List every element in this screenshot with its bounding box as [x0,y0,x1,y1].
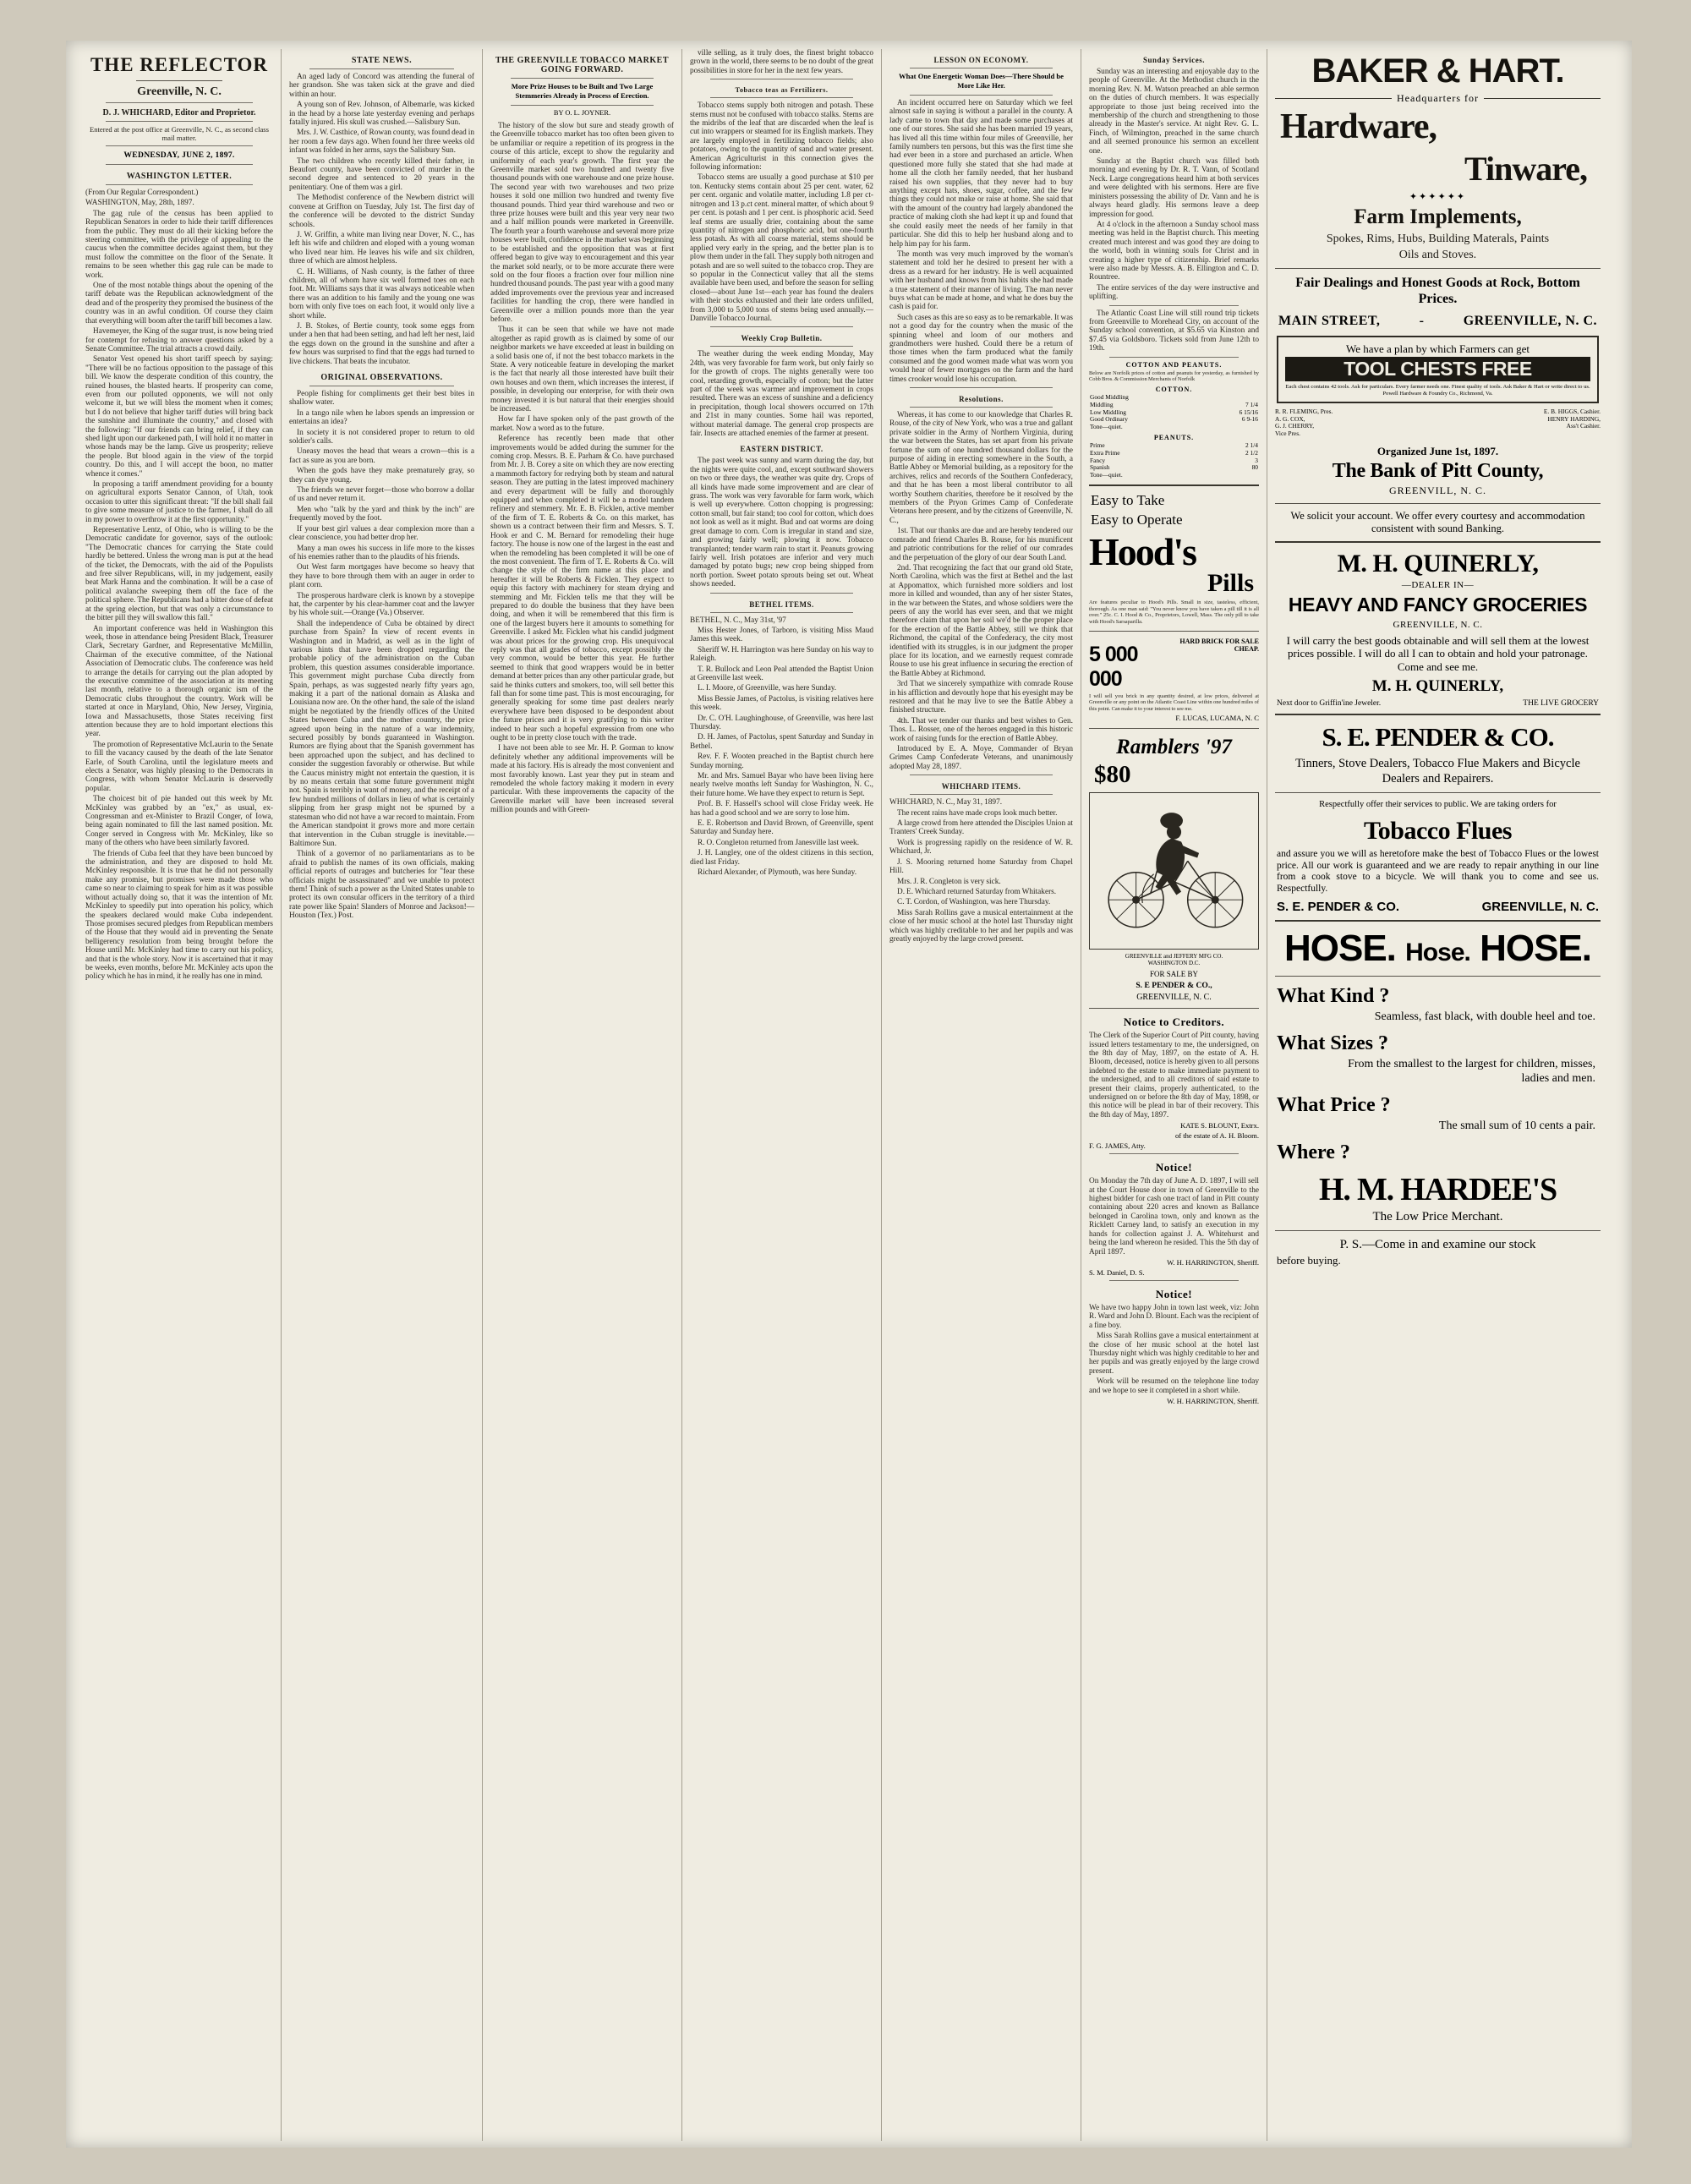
masthead-date: WEDNESDAY, JUNE 2, 1897. [123,151,235,160]
article-paragraph: Senator Vest opened his short tariff speech by saying: "There will be no factious opposition to the passage of this bill. We know the desperate condition of this country, the ruined houses, the blasted hearts. If prosperity can come, even from our polluted opponents, we will not only welcome it, but we will bless the moment when it comes; but I do not believe that higher tariff duties will bring back the sunshine and illuminate the country," and closed with the following: "If our friends can bring relief, if they can shed light upon our darkened path, I will hold it no matter in whose hands may be the lamp. Give us prosperity; relieve the people. But blood again in the view of the torpid country. Do this, and I will accept the boon, no matter whence it comes." [85,355,273,479]
divider [136,80,222,81]
notice-body: Work will be resumed on the telephone line today and we hope to see it completed in a short while. [1089,1377,1259,1395]
hose-answer-kind: Seamless, fast black, with double heel and toe. [1374,1010,1595,1024]
section-head-tobacco-market: THE GREENVILLE TOBACCO MARKET GOING FORWARD. [495,56,669,74]
article-paragraph: The Atlantic Coast Line will still round trip tickets from Greenville to Morehead City, on account of the Sunday school convention, at $5.65 via Kinston and $7.45 via Goldsboro. Tickets sold from June 12th to 19th. [1089,309,1259,353]
divider [1275,503,1601,504]
bicycle-maker-city: WASHINGTON D.C. [1147,960,1201,967]
bank-officer-left-4: Vice Pres. [1275,429,1300,437]
news-item: Miss Bessie James, of Pactolus, is visiting relatives here this week. [690,694,873,713]
section-head-sunday-services: Sunday Services. [1142,56,1205,64]
news-item: Sheriff W. H. Harrington was here Sunday on his way to Raleigh. [690,645,873,664]
notice-signature: KATE S. BLOUNT, Extrx. [1180,1121,1259,1130]
hardware-word: Hardware, [1280,107,1437,146]
divider [1275,976,1601,977]
pender-copy: Tinners, Stove Dealers, Tobacco Flue Makers and Bicycle Dealers and Repairers. [1295,757,1580,786]
bank-officer-right-1: E. B. HIGGS, Cashier. [1543,408,1601,416]
hose-answer-price: The small sum of 10 cents a pair. [1438,1119,1595,1133]
bicycle-illustration [1089,792,1259,950]
hose-word-1: HOSE. [1283,928,1396,970]
divider [106,121,253,122]
observation-item: The friends we never forget—those who borrow a dollar of us and never return it. [289,486,474,504]
article-paragraph: The month was very much improved by the woman's statement and told her he desired to present her with a dress as a reward for her industry. He is well acquainted with her husband and knows from his habits she had made a true statement of their manner of living. The man never buys what can be made at home, and what he does buy the cash is paid for. [889,249,1073,312]
news-item: The two children who recently killed their father, in Beaufort county, have been convicted of murder in the second degree and sentenced to 20 years in the penitentiary. One of them was a girl. [289,156,474,192]
observation-item: Many a man owes his success in life more to the kisses of his enemies rather than to the plaudits of his friends. [289,544,474,561]
toolchest-line-1: We have a plan by which Farmers can get [1346,342,1530,355]
news-item: L. I. Moore, of Greenville, was here Sunday. [698,684,837,693]
column-5 [881,49,1081,2141]
article-paragraph: The history of the slow but sure and steady growth of the Greenville tobacco market has too often been given to be unfamiliar or require a repetition of its progress in the course of this article, except to show the regularity and uniformity of each year's growth. The first year the Greenville market sold two hundred and twenty five thousand pounds with one warehouse and one prize house. The second year with two warehouses and two prize houses it sold one million two hundred and twenty five thousand pounds. Third year third warehouse and two or three prize houses were built and this year very near two and a half million pounds were marketed in Greenville. The fourth year a fourth warehouse and several more prize houses were built, confidence in the market was beginning to be established and the opposition that was at first offered began to give way to encouragement and this year the market sold nearly, or to be more accurate there were sold on the four floors a fraction over four million nine hundred thousand pounds. The past year with a good many added improvements over the previous year and increased facilities for handling the crop, there were handled in Greenville over a million pounds more than the year before. [490,122,674,324]
divider [1089,1008,1259,1009]
baker-address [1278,314,1597,329]
article-paragraph: Such cases as this are so easy as to be remarkable. It was not a good day for the country when the music of the spinning wheel and loom of our mothers and grandmothers were hushed. Could there be a return of those times when the farm produced what the family consumed and the good women made what was worn you would hear of fewer mortgages on the farm and the hard times crooker would lose his occupation. [889,313,1073,384]
table-row [1089,472,1259,479]
news-item: C. T. Cordon, of Washington, was here Thursday. [897,898,1051,907]
observation-item: Think of a governor of no parliamentarians as to be afraid to publish the names of its own officials, making official reports of outrages and butcheries for "fear these officials might be assassinated" and we unable to protect them! Think of such a power as the United States unable to protect its own consular officers in the territory of a third rate power like Spain! Slanders of Monroe and Jackson!—Houston (Tex.) Post. [289,850,474,921]
divider [910,95,1053,96]
divider [1109,1153,1239,1154]
divider [1109,357,1239,358]
news-item: Mrs. J. W. Casthice, of Rowan county, was found dead in her room a few days ago. When found her three weeks old infant was folded in her arms, says the Salisbury Sun. [289,129,474,156]
bicycle-seller: S. E PENDER & CO., [1136,981,1212,991]
masthead-editor: D. J. WHICHARD, Editor and Proprietor. [102,108,256,118]
quinerly-dealer-label: —DEALER IN— [1401,579,1475,590]
article-paragraph: Introduced by E. A. Moye, Commander of Bryan Grimes Camp Confederate Veterans, and unanimously adopted May 28, 1897. [889,745,1073,771]
divider [910,794,1053,795]
notice-2-head: Notice! [1155,1287,1193,1300]
article-paragraph-continued: ville selling, as it truly does, the finest bright tobacco grown in the world, there seems to be no doubt of the great possibilities in store for her in the next few years. [690,49,873,75]
section-head-original-observations: ORIGINAL OBSERVATIONS. [320,373,443,382]
divider [1089,484,1259,486]
article-paragraph: At 4 o'clock in the afternoon a Sunday school mass meeting was held in the Baptist church. This meeting created much interest and was good they are doing to the world, both in winning souls for Christ and in creating a higher type of citizenship. Brief remarks were also made by Messrs. A. B. Ellington and C. D. Rountree. [1089,220,1259,282]
article-paragraph: How far I have spoken only of the past growth of the market. Now a word as to the future. [490,415,674,433]
divider [106,184,253,185]
article-paragraph: Tobacco stems are usually a good purchase at $10 per ton. Kentucky stems contain about 25 per cent. water, 62 per cent. organic and volatile matter, including 1.8 per ct-nitrogen and 13 p.ct cent. mineral matter, of which about 9 per cent. is potash and 1 per cent. is phosphoric acid. Seed leaf stems are usually drier, containing about the same quantity of nitrogen and phosphoric acid, but one-fourth less potash. As with all coarse material, stems should be applied very early in the spring, and the better plan is to plow them under in the fall. They supply both nitrogen and potash and are so well suited to the tobacco crop. They are so popular in the Connecticut valley that all the stems available have been used, and before the season for selling closed—about June 1st—each year has found the dealers with their stocks exhausted and their late orders unfilled, from 3,000 to 5,000 tons of stems being used annually.—Danville Tobacco Journal. [690,173,873,323]
tobacco-flues-headline: Tobacco Flues [1364,817,1512,846]
bicycle-woman-illustration [1093,796,1255,939]
cell-label: Low Middling [1090,408,1126,416]
divider [1275,541,1601,543]
ad-ramblers-bicycle[interactable] [1089,736,1259,1002]
cell-value: 6 15/16 [1239,408,1258,416]
dash: - [1419,314,1425,328]
divider [710,346,853,347]
quinerly-name: M. H. QUINERLY, [1337,549,1539,577]
toolchest-fineprint: Each chest contains 42 tools. Ask for particulars. Every farmer needs one. Finest quality of tools. Ask Baker & Hart or write direct to us. Powell Hardware & Foundry Co., Richmond, Va. [1285,384,1590,397]
cell-label: Spanish [1090,463,1110,472]
news-item: J. H. Langley, one of the oldest citizens in this section, died last Friday. [690,849,873,867]
observation-item: Out West farm mortgages have become so heavy that they have to bore through them with an auger in order to plant corn. [289,563,474,590]
notice-to-creditors-head: Notice to Creditors. [1123,1015,1225,1029]
section-head-tobacco-fertilizer: Tobacco teas as Fertilizers. [735,86,829,95]
bank-officers-3 [1275,423,1601,430]
cell-label: Good Middling [1090,393,1129,402]
bank-location: GREENVILL, N. C. [1389,484,1486,496]
news-item: Mr. and Mrs. Samuel Bayar who have been living here nearly twelve months left Sunday for Washington, N. C., their future home. We have they expect to return is Sept. [690,772,873,798]
ad-pender-tinners[interactable] [1275,722,1601,914]
article-paragraph: The past week was sunny and warm during the day, but the nights were quite cool, and, except southward showers on two or three days, the weather was quite dry. Crops of all kinds have made some improvement and are clear of grass. The work was very favorable for farm work, which is well up everywhere. Cotton chopping is progressing; cotton small, but fair stand; too cool for cotton, which does not look as well as it might. Bud and oat worms are doing great damage to corn. Corn is irregular in stand and size, and growing fairly well; plowing it now. Tobacco transplanted; tender warm rain to start it. Peanuts growing fairly well. Irish potatoes are inferior and very much damaged by potato bugs; new crop being shipped from north portion. Sweet potato sprouts being set out. Wheat shows needed. [690,457,873,589]
baker-slogan: Fair Dealings and Honest Goods at Rock, Bottom Prices. [1295,276,1580,306]
masthead-entered: Entered at the post office at Greenville, N. C., as second class mail matter. [90,125,269,142]
notice-body: The Clerk of the Superior Court of Pitt county, having issued letters testamentary to me, the undersigned, on the 8th day of May, 1897, on the estate of A. H. Bloom, deceased, notice is hereby given to all persons indebted to the estate to make immediate payment to the undersigned, and to all creditors of said estate to present their claims, properly authenticated, to the undersigned on or before the 8th day of May, 1898, or this notice will be plead in bar of their recovery. This the 8th day of May, 1897. [1089,1032,1259,1119]
section-head-crop-bulletin: Weekly Crop Bulletin. [741,334,823,343]
bank-officer-right-4 [1438,430,1601,438]
article-paragraph: The promotion of Representative McLaurin to the Senate to fill the vacancy caused by the death of the late Senator Earle, of South Carolina, until the legislature meets and elects a Senator, was highly pleasing to the Democrats in Congress, with whom Senator McLaurin is deservedly popular. [85,740,273,793]
article-paragraph: Tobacco stems supply both nitrogen and potash. These stems must not be confused with tobacco stalks. Stems are the midribs of the leaf that are discarded when the leaf is cut into wrappers or steamed for its English markets. They are largely employed in fertilizing tobacco fields; also potatoes, owing to the quantity of sand and water present. American Agriculturist in this connection gives the following information: [690,101,873,172]
cell-value [1201,424,1259,431]
observation-item: The prosperous hardware clerk is known by a stovepipe hat, the carpenter by his clear-hammer coat and the lawyer by his whole suit.—Orange (Va.) Observer. [289,591,474,618]
ad-baker-and-hart[interactable] [1275,52,1601,329]
economy-subhead: What One Energetic Woman Does—There Should be More Like Her. [899,72,1064,90]
cell-label: Tone—quiet. [1090,422,1123,430]
cell-value: 7 1/4 [1245,401,1258,408]
newspaper-sheet [66,41,1632,2148]
news-item: Mrs. J. R. Congleton is very sick. [897,877,1001,886]
section-head-eastern-district: EASTERN DISTRICT. [740,445,824,454]
cell-value: 3 [1255,456,1258,464]
news-item: J. B. Stokes, of Bertie county, took some eggs from under a hen that had been setting, and had left her nest, laid the eggs down on the ground in the sunshine and after a few hours was surprised to find that the eggs had turned to live chickens. That beats the incubator. [289,321,474,366]
divider [1275,1230,1601,1231]
observation-item: If your best girl values a dear complexion more than a clear conscience, you had better drop her. [289,524,474,543]
section-head-bethel-items: BETHEL ITEMS. [749,599,814,609]
notice-signature-sub: of the estate of A. H. Bloom. [1174,1131,1259,1141]
news-item: J. S. Mooring returned home Saturday from Chapel Hill. [889,857,1073,876]
observation-item: In society it is not considered proper to return to old soldier's calls. [289,428,474,446]
quinerly-location: GREENVILLE, N. C. [1393,619,1483,630]
hose-word-3: HOSE. [1480,928,1591,970]
bank-officer-right-2: HENRY HARDING, [1547,414,1601,423]
section-head-resolutions: Resolutions. [959,395,1004,403]
news-item: Miss Hester Jones, of Tarboro, is visiting Miss Maud James this week. [690,626,873,644]
observation-item: People fishing for compliments get their best bites in shallow water. [289,390,474,408]
item-dateline: WHICHARD, N. C., May 31, 1897. [889,798,1003,807]
article-paragraph: I have not been able to see Mr. H. P. Gorman to know definitely whether any additional improvements will be made at his factory. His is already the most convenient and most favorably known. Last year they put in steam and remodeled the whole factory making it modern in every particular. With these improvements the capacity of the Greenville market will have been increased several million pounds and with Green- [490,744,674,815]
observation-item: When the gods have they make prematurely gray, so they can dye young. [289,467,474,484]
hose-word-2: Hose. [1405,939,1470,967]
quinerly-footer-right: THE LIVE GROCERY [1523,699,1599,709]
article-paragraph: Whereas, it has come to our knowledge that Charles R. Rouse, of the city of New York, who was a true and gallant private soldier in the Army of Northern Virginia, during the war between the States, has set apart from his private fortune the sum of one hundred thousand dollars for the purpose of aiding in erecting somewhere in the South, a Battle Abbey or Memorial building, as a repository for the archives, relics and records of the Southern Confederacy, and that he has been a most liberal contributor to all worthy Southern charities, therefore be it resolved by the members of the Pryon Grimes Camp of Confederate Veterans here present, and by the citizens of Greenville, N. C., [889,411,1073,525]
cell-value: 6 9-16 [1241,415,1258,424]
article-paragraph: Thus it can be seen that while we have not made altogether as rapid growth as is claimed by some of our neighbor markets we have exceeded at least in building on a solid basis one of, if not the best tobacco markets in the State. A very noticeable feature in developing the market is the fact that nearly all those interested have built their own houses and own them, which increases the interest, if possible, in developing our enterprise, for with their own money invested it is but natural that their energies should be increased. [490,326,674,413]
bank-officer-left-1: R. R. FLEMING, Pres. [1275,408,1333,416]
hardee-postscript-2: before buying. [1277,1254,1341,1267]
cell-label: Tone—quiet. [1090,470,1123,479]
baker-city: GREENVILLE, N. C. [1463,314,1597,328]
bank-officer-right-3: Ass't Cashier. [1566,422,1601,430]
article-paragraph: The entire services of the day were instructive and uplifting. [1089,283,1259,302]
column-2 [281,49,482,2141]
column-container [78,49,1620,2141]
brick-headline: HARD BRICK FOR SALE CHEAP. [1179,637,1259,653]
divider [511,105,654,106]
news-item: D. E. Whichard returned Saturday from Whitakers. [897,887,1057,896]
divider [910,407,1053,408]
brick-quantity: 5 000 000 [1089,642,1138,691]
section-head-lesson-on-economy: LESSON ON ECONOMY. [933,56,1029,64]
quinerly-footer [1277,699,1599,708]
news-item: R. O. Congleton returned from Janesville last week. [698,838,860,847]
news-item: Dr. C. O'H. Laughinghouse, of Greenville, was here last Thursday. [690,714,873,731]
news-item: C. H. Williams, of Nash county, is the father of three children, all of whom have six well formed toes on each foot. Mr. Williams says that it was always noticeable when there was an addition to his family and the young one was born with only five toes on each foot, it would only live a short while. [289,267,474,320]
hoods-brand: Hood's [1089,530,1196,574]
column-3 [482,49,681,2141]
masthead-place: Greenville, N. C. [137,85,222,98]
brick-signature: F. LUCAS, LUCAMA, N. C [1175,714,1259,723]
headquarters-line [1275,92,1601,105]
article-paragraph: Representative Lentz, of Ohio, who is willing to be the Democratic candidate for governor, says of the outlook: "The Democratic chances for carrying the State could hardly be bettered. Unless the wrong man is put at the head of the ticket, the Democrats, with the aid of the Populists and free silver Republicans, will, in my judgement, easily beat Mark Hanna and the combination. It will be a case of political avalanche sweeping them off the face of the political sphere. The Republicans had a bitter dose of defeat at the spring election, but that was only a circumstance to the bitter pill they will swallow this fall." [85,526,273,623]
news-item: Richard Alexander, of Plymouth, was here Sunday. [698,868,857,878]
bank-officers-4 [1275,430,1601,438]
ad-brick[interactable] [1089,638,1259,722]
baker-street: MAIN STREET, [1278,314,1381,328]
market-head: COTTON AND PEANUTS. [1125,360,1223,369]
pender-name: S. E. PENDER & CO. [1322,722,1554,753]
quinerly-copy: I will carry the best goods obtainable and will sell them at the lowest prices possible. I will do all I can to obtain and hold your patronage. Come and see me. [1286,633,1590,673]
farm-implements-word: Farm Implements, [1354,205,1522,228]
divider [1275,268,1601,269]
news-item: Work is progressing rapidly on the residence of W. R. Whichard, Jr. [889,838,1073,857]
notice-signature: W. H. HARRINGTON, Sheriff. [1167,1257,1259,1267]
article-paragraph: Sunday at the Baptist church was filled both morning and evening by Dr. R. T. Vann, of Scotland Neck. Large congregations heard him at both services and were delighted with his sermons. Here are five ministers possessing the ability of Dr. Vann and he is always heard gladly. His sermons leave a deep impression for good. [1089,157,1259,219]
divider [710,97,853,98]
news-item: E. E. Robertson and David Brown, of Greenville, spent Saturday and Sunday here. [690,819,873,837]
article-paragraph: 2nd. That recognizing the fact that our grand old State, North Carolina, which was the first at Bethel and the last at Appomattox, which furnished more soldiers and lost more in killed and wounded, than any of her sister States, in the war between the States, and whose soldiers were the peers of any the world has ever seen, and that we might therefore claim that upon her soil we'd be the proper place for the erection of the Battle Abbey, still we think that Richmond, the capital of the Confederacy, the city most identified with its struggles, is in our judgment the proper place for its location, and we earnestly request comrade Rouse to use his great influence in securing the erection of the Battle Abbey at Richmond. [889,563,1073,678]
peanut-head: PEANUTS. [1153,434,1195,442]
ad-quinerly-groceries[interactable] [1275,550,1601,709]
article-paragraph: The weather during the week ending Monday, May 24th, was very favorable for farm work, but only fairly so for the growth of crops. The nights generally were too cool, retarding growth, especially of cotton; but the latter part of the week was warmer and improvement in crops resulted. There was an excess of sunshine and a deficiency in precipitation, though local showers occurred on 17th and 21st in many counties. Some hail was reported, without material damage. The general crop prospects are fair. Insects are attached enemies of the farmer at present. [690,350,873,439]
notice-body: On Monday the 7th day of June A. D. 1897, I will sell at the Court House door in town of Greenville to the highest bidder for cash one tract of land in Pitt county containing about 220 acres and known as Ballance belonged in Carolina town, only and known as the Ricklett Carney land, to satisfy an execution in my hands for collection against J. A. Whitehurst and being the land whereon he resided. This the 5th day of April 1897. [1089,1177,1259,1256]
bank-copy: We solicit your account. We offer every courtesy and accommodation consistent with sound Banking. [1290,509,1585,534]
masthead-title: THE REFLECTOR [90,54,269,75]
cell-label: Extra Prime [1090,448,1120,457]
news-item: The recent rains have made crops look much better. [897,808,1058,818]
flues-copy: and assure you we will as heretofore make the best of Tobacco Flues or the lowest price. All our work is guaranteed and we are ready to repair anything in our line from a cook stove to a bicycle. We will thank you to come and see us. Respectfully. [1277,849,1599,894]
notice-signature: W. H. HARRINGTON, Sheriff. [1167,1396,1259,1405]
news-item: J. W. Griffin, a white man living near Dover, N. C., has left his wife and children and eloped with a young woman who lived near him. He leaves his wife and six children, three of which are almost helpless. [289,230,474,266]
divider [106,102,253,103]
observation-item: Uneasy moves the head that wears a crown—this is a fact as sure as you are born. [289,447,474,465]
article-paragraph: 3rd That we sincerely sympathize with comrade Rouse in his affliction and devoutly hope that his eyesight may be restored and that he may live to see the Battle Abbey a finished structure. [889,680,1073,715]
notice-body: We have two happy John in town last week, viz: John R. Ward and John D. Blount. Each was the recipient of a fine boy. [1089,1303,1259,1330]
quinerly-signature: M. H. QUINERLY, [1371,677,1504,696]
column-6 [1081,49,1267,2141]
notice-attorney: F. G. JAMES, Atty. [1089,1141,1146,1151]
hoods-copy: Are features peculiar to Hood's Pills. Small in size, tasteless, efficient, thorough. As one man said: "You never know you have taken a pill till it is all over." 25c. C. I. Hood & Co., Proprietors, Lowell, Mass. The only pill to take with Hood's Sarsaparilla. [1089,599,1259,625]
article-paragraph: An incident occurred here on Saturday which we feel almost safe in saying is without a parallel in the county. A lady came to town that day and made some purchases at one of our stores. She said she has been married 19 years, has lived all this time within four miles of Greenville, her family numbers ten persons, but this was the first time she had ever been in a store and purchased an article. When questioned more fully she stated that she had made at home all the cloth her family needed, that her husband raised his own supplies, that they never had to buy anything except hats, shoes, sugar, coffee, and the few things they could not make or raise at home. She said that with the amount of the country had largely abandoned the practice of making cloth she had kept it up and found that she could easily meet the needs of her family in that particular. She did this to help her husband along and to help him pay for his farm. [889,99,1073,249]
observation-item: Shall the independence of Cuba be obtained by direct purchase from Spain? In view of recent events in Washington and in Madrid, as well as in the light of various hints that have been dropped regarding the probable policy of the administration on the Cuban problem, this question assumes considerable importance. This government might purchase Cuba directly from Spain, perhaps, as was suggested nearly fifty years ago, making it a part of the national domain as Alaska and Louisiana now are. On the other hand, the sale of the island might be negotiated by the friendly offices of the United States between Cuba and the mother country, the price agreed upon being in the nature of a war indemnity, secured possibly by bonds guaranteed in Washington. Rumors are flying about that the Spanish government has been approached upon the subject, and has declined to consider the suggestion favorably or otherwise. But while the Caucus ministry might not entertain the question, it is by no means certain that some future government might not. Spain is terribly in want of money, and the receipt of a few hundred millions of dollars in lieu of what is certainly slipping from her grasp might not be spurned by a statesman who did not have a war record to maintain. From the American standpoint it grows more and more certain that intervention in the Cuban struggle is inevitable.—Baltimore Sun. [289,619,474,848]
cell-value: 80 [1251,463,1258,472]
tinware-word: Tinware, [1464,150,1587,188]
notice-deputy: S. M. Daniel, D. S. [1089,1267,1145,1277]
tobacco-subhead: More Prize Houses to be Built and Two Large Stemmeries Already in Process of Erection. [511,82,654,100]
headquarters-label: Headquarters for [1397,92,1479,104]
news-item: Rev. F. F. Wooten preached in the Baptist church here Sunday morning. [690,753,873,770]
hardee-postscript: P. S.—Come in and examine our stock [1339,1238,1536,1252]
cell-value: 2 1/4 [1245,441,1258,450]
divider [1275,714,1601,715]
cotton-head: COTTON. [1155,386,1193,394]
quinerly-heading: HEAVY AND FANCY GROCERIES [1288,593,1588,616]
bank-officer-left-3: G. J. CHERRY, [1275,422,1315,430]
hose-question-sizes: What Sizes ? [1277,1032,1388,1055]
divider [511,78,654,79]
market-note: Below are Norfolk prices of cotton and peanuts for yesterday, as furnished by Cobb Bros. & Commission Merchants of Norfolk [1089,369,1259,382]
cell-label: Good Ordinary [1090,415,1128,424]
cell-label: Middling [1090,401,1114,408]
table-row [1089,394,1259,402]
cell-value [1209,472,1259,479]
divider [1275,920,1601,922]
toolchest-headline: TOOL CHESTS FREE [1285,357,1590,381]
pender-footer-name: S. E. PENDER & CO. [1277,900,1400,915]
observation-item: Men who "talk by the yard and think by the inch" are frequently moved by the foot. [289,505,474,523]
table-row [1089,424,1259,431]
article-paragraph: Sunday was an interesting and enjoyable day to the people of Greenville. At the Methodist church in the morning Rev. N. M. Watson preached an able sermon on the duties of church members. It was especially appropriate to those just being received into the membership of the church and strengthening to those already in the Master's service. At night Rev. G. L. Finch, of Wilmington, preached in the same church and all seemed pronounce his sermon an excellent one. [1089,68,1259,156]
cell-label: Prime [1090,441,1105,450]
for-sale-by-label: FOR SALE BY [1149,970,1198,979]
pender-footer-city: GREENVILLE, N. C. [1481,900,1599,915]
hose-question-price: What Price ? [1277,1094,1391,1117]
section-head-washington-letter: WASHINGTON LETTER. [126,172,233,181]
ornament-icon: ✦✦✦✦✦✦ [1409,192,1467,202]
baker-goods-line-2: Oils and Stoves. [1398,249,1477,261]
ad-tool-chests[interactable] [1277,336,1599,403]
cotton-price-table [1089,394,1259,430]
bank-name: The Bank of Pitt County, [1332,459,1544,482]
table-row [1089,450,1259,457]
quinerly-footer-left: Next door to Griffin'ine Jeweler. [1277,699,1382,709]
hoods-easy-operate: Easy to Operate [1091,512,1183,528]
item-dateline: BETHEL, N. C., May 31st, '97 [690,616,786,625]
news-item: Miss Sarah Rollins gave a musical entertainment at the close of her music school at the hotel last Thursday night which was highly creditable to her and her pupils and was greatly enjoyed by the large crowd present. [889,908,1073,944]
article-dateline: WASHINGTON, May, 28th, 1897. [85,199,194,208]
cell-value: 2 1/2 [1245,448,1258,457]
baker-goods-line-1: Spokes, Rims, Hubs, Building Materals, Paints [1326,233,1550,245]
divider [1089,728,1259,729]
rule-left [1275,98,1392,99]
table-row [1089,457,1259,465]
notice-1-head: Notice! [1155,1161,1193,1174]
bicycle-maker: GREENVILLE and JEFFERY MFG CO. [1125,953,1223,961]
notice-body: Miss Sarah Rollins gave a musical entertainment at the close of her music school at the hotel last Thursday night which was highly creditable to her and her pupils and was greatly enjoyed by the large crowd present. [1089,1332,1259,1376]
tobacco-byline: BY O. L. JOYNER. [553,109,611,117]
rule-right [1484,98,1601,99]
article-paragraph: The friends of Cuba feel that they have been buncoed by the administration, and they are disposed to hold Mr. McKinley responsible. It is true that he did not personally make any promise, but promises were made those who came so near to claiming to speak for him as it was possible without actually doing so, that it was the intention of Mr. McKinley to speedily put into operation his policy, which the speakers declared would make Cuba independent. Those promises secured pledges from Republican members of the House that they would aid in preventing the Senate belligerency resolution from being brought before the House until Mr. McKinley had time to carry out his policy, and that is the whole story. Now it is ascertained that it may be weeks, even months, before Mr. McKinley acts upon the policy which he has in mind, it he really has one in mind. [85,849,273,982]
bank-organized: Organized June 1st, 1897. [1376,444,1499,457]
observation-item: In a tango nile when he labors spends an impression or entertains an idea? [289,408,474,427]
baker-hart-name: BAKER & HART. [1311,52,1564,90]
divider [106,164,253,165]
ramblers-price: $80 [1094,761,1131,789]
column-1 [78,49,281,2141]
peanut-price-table [1089,442,1259,479]
article-paragraph: The choicest bit of pie handed out this week by Mr. McKinley was grabbed by an "ex," as usual, ex-Congressman and ex-Minister to Brazil Conger, of Iowa, being again nominated to fill the last named position. Mr. Conger served in Congress with Mr. McKinley, like so many of the others who have been similarly favored. [85,795,273,848]
ad-bank-of-pitt-county[interactable] [1275,408,1601,534]
brick-copy: I will sell you brick in any quantity desired, at low prices, delivered at Greenville or any point on the Atlantic Coast Line within one hundred miles of this point. Can make it to your interest to see me. [1089,692,1259,712]
section-head-whichard-items: WHICHARD ITEMS. [941,782,1021,791]
hose-question-kind: What Kind ? [1277,985,1390,1008]
section-head-state-news: STATE NEWS. [351,56,413,65]
divider [710,612,853,613]
column-7-advertisements [1267,49,1608,2141]
bank-officers-2 [1275,416,1601,424]
hose-answer-sizes: From the smallest to the largest for children, misses, ladies and men. [1348,1058,1595,1086]
news-item: D. H. James, of Pactolus, spent Saturday and Sunday in Bethel. [690,733,873,751]
hose-question-where: Where ? [1277,1141,1350,1164]
bicycle-seller-location: GREENVILLE, N. C. [1136,993,1212,1003]
correspondent-credit: (From Our Regular Correspondent.) [85,189,199,197]
divider [106,145,253,146]
pender-services: Respectfully offer their services to public. We are taking orders for [1319,800,1557,810]
ramblers-brand: Ramblers '97 [1116,736,1232,759]
hardee-tagline: The Low Price Merchant. [1372,1210,1503,1224]
article-paragraph: An important conference was held in Washington this week, those in attendance being President Black, Treasurer Clark, Secretary Gardner, and Representative McMillin, Chairman of the executive committee, of the National Association of Democratic clubs. The conference was held to arrange the details for carrying out the plan adopted by the executive committee of the association at its meeting last month, relative to a thorough organic ism of the Democratic clubs throughout the country. Work will be started at once in Maryland, Ohio, New Jersey, Virginia, Iowa and Massachusetts, those States receiving first attention because they are to hold important elections this year. [85,624,273,739]
article-paragraph: The gag rule of the census has been applied to Republican Senators in order to hide their tariff differences from the public. They must do all their kicking before the steering committee, with the privilege of appealing to the caucus when the committee decides against them, but they must follow the committee on the floor of the Senate. It remains to be seen whether this gag rule can be made to work. [85,209,273,280]
hardee-name: H. M. HARDEE'S [1319,1172,1557,1208]
divider [910,387,1053,388]
news-item: A large crowd from here attended the Disciples Union at Tranters' Creek Sunday. [889,819,1073,837]
pender-footer [1277,900,1599,914]
column-4 [681,49,881,2141]
article-paragraph: Havemeyer, the King of the sugar trust, is now being tried for contempt for refusing to answer questions asked by a Senate Committee. The trial attracts a crowd daily. [85,327,273,353]
news-item: T. R. Bullock and Leon Peal attended the Baptist Union at Greenville last week. [690,665,873,682]
article-paragraph: 4th. That we tender our thanks and best wishes to Gen. Thos. L. Rosser, one of the heroes engaged in this historic work of raising funds for the erection of Battle Abbey. [889,716,1073,743]
divider [710,593,853,594]
hoods-pills-word: Pills [1207,569,1254,598]
ad-hardee-hose[interactable] [1275,928,1601,1267]
divider [1109,305,1239,306]
article-paragraph: In proposing a tariff amendment providing for a bounty on agricultural exports Senator Cannon, of Utah, took occasion to utter this significant threat: "If the bill shall fail to give some measure of justice to the farmer, I shall do all in my power to overthrow it at the first opportunity." [85,480,273,524]
news-item: The Methodist conference of the Newbern district will convene at Griffton on Tuesday, July 1st. The first day of the conference will be devoted to the district Sunday schools. [289,194,474,229]
article-paragraph: 1st. That our thanks are due and are hereby tendered our comrade and friend Charles B. Rouse, for his munificent and patriotic contributions for the relief of our comrades and the perpetuation of the glory of our dear South Land. [889,527,1073,562]
bank-officer-left-2: A. G. COX, [1275,414,1305,423]
article-paragraph: One of the most notable things about the opening of the tariff debate was the Republican acknowledgment of the dead and of the prosperity they promised the business of the country was in an awful condition. Of course they claim that everything will boom after the tariff bill becomes a law. [85,282,273,326]
divider [1275,792,1601,793]
divider [309,68,454,69]
article-paragraph: Reference has recently been made that other improvements would be added during the summer for the coming crop. Messrs. B. E. Parham & Co. have purchased from Mr. J. B. Corey a site on which they are now erecting a mammoth factory for redrying both by steam and natural season. They are putting in the latest improved machinery and every department will be fully and thoroughly equipped and when completed it will be a model tandem refinery and stemmery. Mr. E. B. Ficklen, active member of the firm of T. E. Roberts & Co. on this market, has shown us a contract between their firm and Messrs. S. T. Hook er and C. M. Bernard for remodeling their huge factory. The house is now one of the largest in the east and when the remodeling has been completed it will be one of the most convenient. The firm of T. E. Roberts & Co. will change the style of the firm name at this place and hereafter it will be Roberts & Ficklen. They expect to equip this factory with machinery for steam drying and stemming and Mr. Ficklen tells me that they will be prepared to do double the business that they have been doing, and when it will be remembered that this firm is one of the largest buyers here it amounts to something for Greenville. I asked Mr. Ficklen what his candid judgment was about prices for the growing crop. His unequivocal reply was that all grades of tobacco, except possibly the very common, would be better this year. He further seemed to think that good wrappers would be in better demand at better prices than any other particular grade, but said he thinks cutters and smokers, too, will sell better this fall than for some time past. This is most encouraging, for generally speaking for some time past dealers nearly everywhere have been disposed to be despondent about the future prices and it is very gratifying to this writer indeed to hear such a hopeful expression from one who ought to be in pretty close touch with the trade. [490,435,674,743]
divider [1089,631,1259,632]
news-item: A young son of Rev. Johnson, of Albemarle, was kicked in the head by a horse late yesterday evening and perhaps fatally injured. His skull was crushed.—Salisbury Sun. [289,101,474,128]
hoods-easy-take: Easy to Take [1091,492,1165,509]
divider [710,326,853,327]
news-item: An aged lady of Concord was attending the funeral of her grandson. She was taken sick at the grave and died within an hour. [289,73,474,99]
hose-headline [1275,928,1601,970]
ad-hoods-pills[interactable] [1089,492,1259,625]
divider [1109,1280,1239,1281]
cell-label: Fancy [1090,456,1106,464]
news-item: Prof. B. F. Hassell's school will close Friday week. He has had a good school and we are sorry to lose him. [690,800,873,818]
